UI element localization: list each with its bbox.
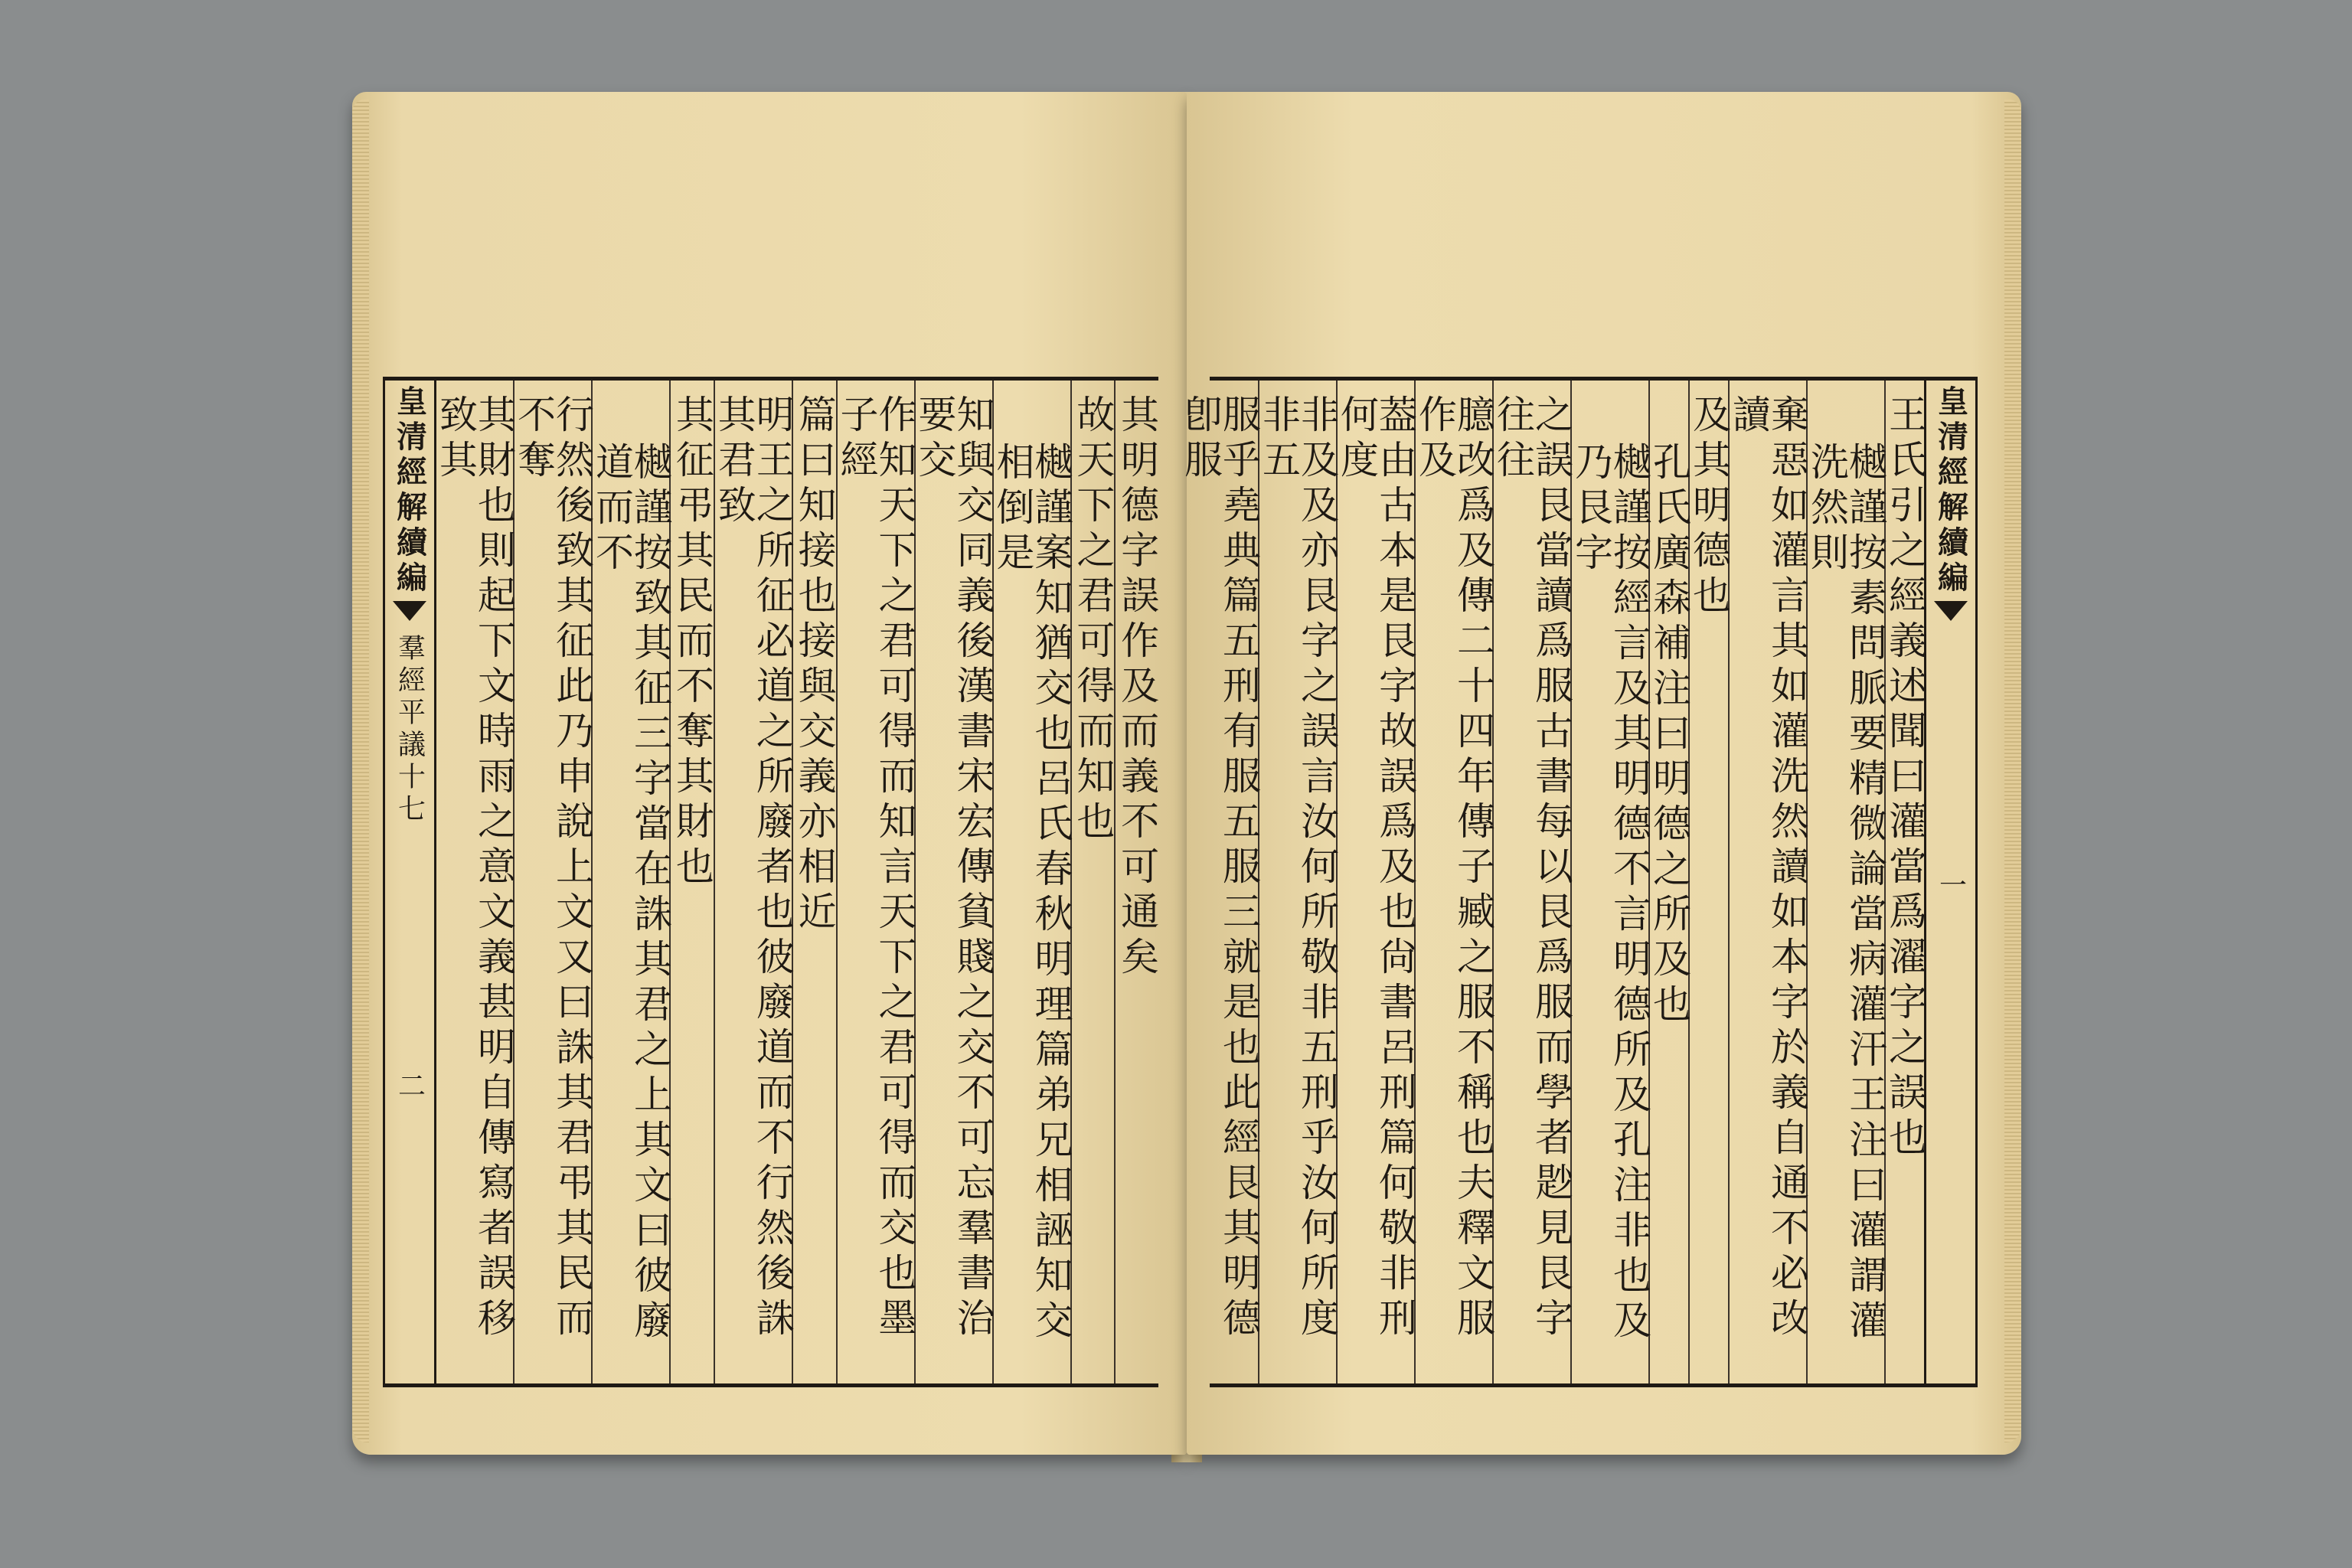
column-text: 作知天下之君可得而知言天下之君可得而交也墨子經 bbox=[834, 394, 917, 1343]
column-text: 故天下之君可得而知也 bbox=[1070, 394, 1116, 846]
fish-tail-mark-icon bbox=[1934, 601, 1968, 621]
text-column bbox=[711, 381, 795, 1383]
text-column bbox=[1413, 381, 1495, 1383]
text-column bbox=[671, 381, 715, 1383]
text-column bbox=[1072, 381, 1116, 1383]
page-edge-left bbox=[352, 100, 369, 1442]
text-column bbox=[1178, 381, 1261, 1383]
text-column bbox=[1334, 381, 1417, 1383]
left-banner-section: 羣經平議十七 bbox=[394, 633, 426, 826]
text-column bbox=[433, 381, 516, 1383]
column-text: 明王之所征必道之所廢者也彼廢道而不行然後誅其君致 bbox=[711, 394, 795, 1343]
text-column bbox=[793, 381, 838, 1383]
text-column bbox=[590, 381, 672, 1383]
right-text-frame bbox=[1178, 377, 1978, 1387]
left-banner bbox=[385, 381, 436, 1383]
right-text-columns bbox=[1178, 381, 1927, 1383]
right-page-number: 一 bbox=[1935, 871, 1967, 903]
text-column bbox=[1687, 381, 1731, 1383]
text-column bbox=[511, 381, 594, 1383]
column-text: 孔氏廣森補注曰明德之所及也 bbox=[1647, 442, 1691, 1029]
column-text: 葢由古本是艮字故誤爲及也尙書呂刑篇何敬非刑何度 bbox=[1334, 394, 1417, 1343]
column-text: 非及及亦艮字之誤言汝何所敬非五刑乎汝何所度非五 bbox=[1256, 394, 1339, 1343]
text-column bbox=[1883, 381, 1927, 1383]
text-column bbox=[1805, 381, 1887, 1383]
left-banner-title: 皇清經解續編 bbox=[391, 385, 428, 596]
text-column bbox=[912, 381, 995, 1383]
column-text: 樾謹案知猶交也呂氏春秋明理篇弟兄相誣知交相倒是 bbox=[990, 442, 1073, 1345]
text-column bbox=[1726, 381, 1809, 1383]
column-text: 知與交同義後漢書宋宏傳貧賤之交不可忘羣書治要交 bbox=[912, 394, 995, 1343]
text-column bbox=[990, 381, 1073, 1383]
text-column bbox=[1647, 381, 1691, 1383]
text-column bbox=[1116, 381, 1158, 1383]
column-text: 篇曰知接也接與交義亦相近 bbox=[792, 394, 837, 936]
column-text: 其征弔其民而不奪其財也 bbox=[669, 394, 714, 891]
open-book bbox=[337, 92, 2021, 1493]
left-text-columns bbox=[433, 381, 1160, 1383]
left-page-number: 二 bbox=[394, 1071, 426, 1103]
column-text: 其明德字誤作及而義不可通矣 bbox=[1115, 394, 1160, 982]
fish-tail-mark-icon bbox=[393, 601, 426, 621]
column-text: 王氏引之經義述聞曰灌當爲濯字之誤也 bbox=[1883, 394, 1927, 1162]
column-text: 服乎堯典篇五刑有服五服三就是也此經艮其明德卽服 bbox=[1178, 394, 1261, 1343]
left-text-frame bbox=[383, 377, 1158, 1387]
page-edge-right bbox=[2004, 100, 2021, 1442]
left-page bbox=[352, 92, 1187, 1455]
text-column bbox=[1256, 381, 1339, 1383]
column-text: 臆改爲及傳二十四年傳子臧之服不稱也夫釋文服作及 bbox=[1413, 394, 1495, 1343]
right-banner-title: 皇清經解續編 bbox=[1932, 385, 1969, 596]
column-text: 行然後致其征此乃申說上文又曰誅其君弔其民而不奪 bbox=[511, 394, 594, 1343]
column-text: 樾謹按素問脈要精微論當病灌汗王注曰灌謂灌洗然則 bbox=[1805, 442, 1887, 1345]
text-column bbox=[834, 381, 917, 1383]
text-column bbox=[1491, 381, 1573, 1383]
column-text: 樾謹按致其征三字當在誅其君之上其文曰彼廢道而不 bbox=[590, 442, 672, 1345]
column-text: 樾謹按經言及其明德不言明德所及孔注非也及乃艮字 bbox=[1569, 442, 1651, 1345]
column-text: 其財也則起下文時雨之意文義甚明自傳寫者誤移致其 bbox=[433, 394, 516, 1343]
right-banner bbox=[1924, 381, 1975, 1383]
column-text: 棄惡如灌言其如灌洗然讀如本字於義自通不必改讀 bbox=[1726, 394, 1809, 1343]
right-page bbox=[1178, 92, 2021, 1455]
column-text: 之誤艮當讀爲服古書每以艮爲服而學者尟見艮字往往 bbox=[1491, 394, 1573, 1343]
column-text: 及其明德也 bbox=[1687, 394, 1731, 620]
text-column bbox=[1569, 381, 1651, 1383]
